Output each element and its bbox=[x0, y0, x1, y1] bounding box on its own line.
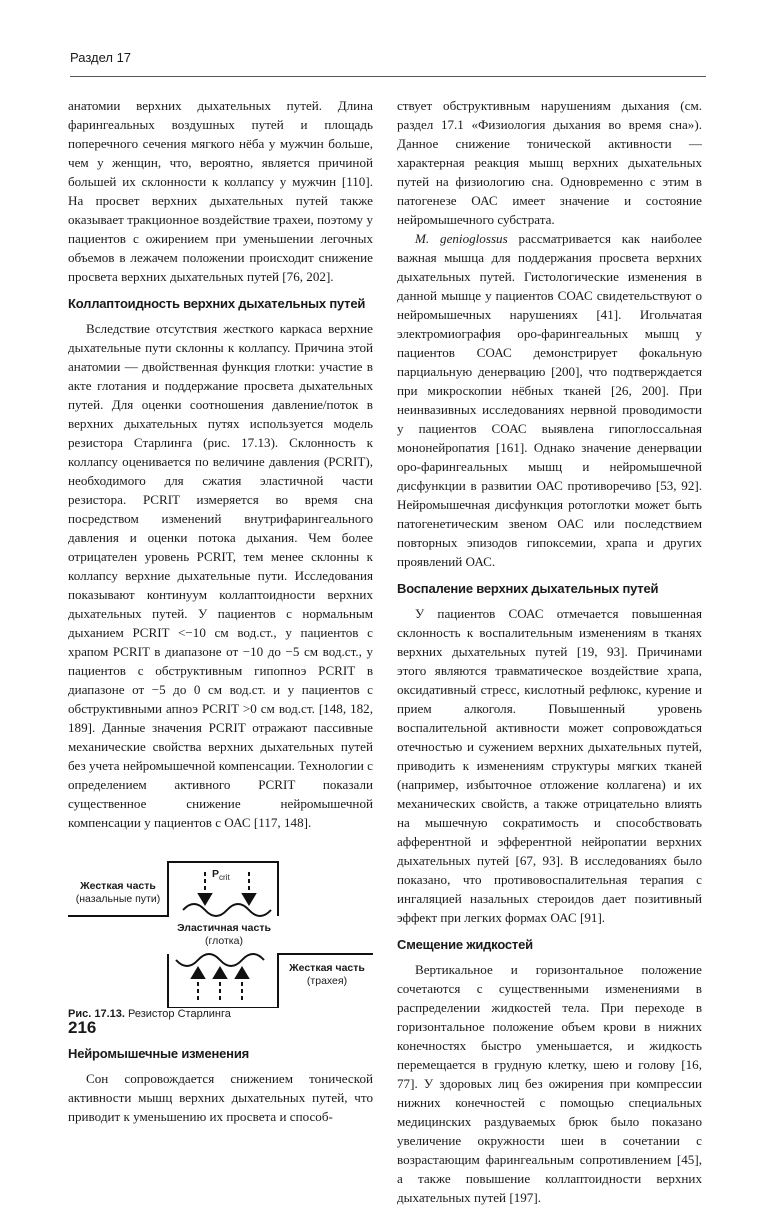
section-heading: Коллаптоидность верхних дыхательных путей bbox=[68, 296, 366, 311]
section-header: Раздел 17 bbox=[70, 50, 132, 65]
right-column bbox=[397, 96, 702, 1207]
paragraph: Вертикальное и горизонтальное положение сочетаются с существенными изменениями в распределении жидкостей тела. При переходе в горизонтальное положение объем крови в нижних конечностях быстро уменьшается, и жидкость перемещается в грудную клетку, шею и голову [16, 77]. У здоровых лиц без ожирения при компрессии нижних конечностей с помощью специальных медицинских раздуваемых брюк было показано увеличение окружности шеи в сочетании с возрастающим фарингеальным сопротивлением [45], а также повышение коллаптоидности верхних дыхательных путей [197]. bbox=[397, 962, 702, 1205]
section-heading: Воспаление верхних дыхательных путей bbox=[397, 581, 659, 596]
section-heading: Смещение жидкостей bbox=[397, 937, 533, 952]
paragraph: M. genioglossus рассматривается как наиболее важная мышца для поддержания просвета верхних дыхательных путей. Гистологические изменения в данной мышце у пациентов СОАС свидетельствуют о нейромышечных нарушениях [41]. Игольчатая электромиография оро-фарингеальных мышц у пациентов СОАС демонстрирует фокальную парциальную денервацию [200], что подтверждается при микроскопии нёбных тканей [26, 200]. При неинвазивных исследованиях нервной проводимости у пациентов СОАС выявлена гипоглоссальная мононейропатия [161]. Однако значение денервации оро-фарингеальных мышц и нейромышечной дисфункции в развитии ОАС противоречиво [53, 92]. Нейромышечная дисфункция ротоглотки может быть патогенетическим звеном ОАС или последствием повторных эпизодов гипоксемии, храпа и других проявлений ОАС. bbox=[397, 231, 702, 569]
starling-resistor-figure bbox=[68, 858, 373, 1008]
paragraph: У пациентов СОАС отмечается повышенная склонность к воспалительным изменениям в тканях верхних дыхательных путей [19, 93]. Причинами этого являются травматическое воздействие храпа, оксидативный стресс, кислотный рефлюкс, курение и прием алкоголя. Повышенный уровень воспалительной активности может сопровождаться отечностью и сужением верхних дыхательных путей, приводить к изменениям структуры мягких тканей (например, избыточное отложение коллагена) и их механических свойств, а также отрицательно влиять на мышечную сократимость и способствовать афферентной и эфферентной нейропатии верхних дыхательных путей [67, 93]. В исследованиях было показано, что противовоспалительная терапия с ингаляцией назальных стероидов дает позитивный эффект при легких формах ОАС [91]. bbox=[397, 606, 702, 925]
paragraph: ствует обструктивным нарушениям дыхания (см. раздел 17.1 «Физиология дыхания во время сна»). Данное снижение тонической активности — характерная реакция мышц верхних дыхательных путей на физиологию сна. Одновременно с этим в патогенезе ОАС имеет значение и состояние нейромышечного субстрата. bbox=[397, 98, 702, 227]
section-heading: Нейромышечные изменения bbox=[68, 1046, 250, 1061]
page-number: 216 bbox=[68, 1018, 97, 1037]
pcrit-label: $P_{сrit}$ bbox=[212, 868, 230, 883]
rigid-part-trachea-label: Жесткая часть (трахея) bbox=[289, 962, 365, 987]
paragraph: анатомии верхних дыхательных путей. Длина фарингеальных воздушных путей и площадь поперечного сечения мягкого нёба у мужчин больше, чем у женщин, что, вероятно, является причиной большей их склонности к коллапсу у мужчин [110]. На просвет верхних дыхательных путей также оказывает тракционное воздействие трахеи, поэтому у пациентов с ожирением при уменьшении легочных объемов в лежачем положении происходит снижение просвета верхних дыхательных путей [76, 202]. bbox=[68, 98, 373, 284]
header-rule bbox=[70, 76, 706, 77]
paragraph: Сон сопровождается снижением тонической активности мышц верхних дыхательных путей, что приводит к уменьшению их просвета и способ- bbox=[68, 1071, 373, 1124]
rigid-part-nasal-label: Жесткая часть (назальные пути) bbox=[75, 880, 161, 905]
paragraph: Вследствие отсутствия жесткого каркаса верхние дыхательные пути склонны к коллапсу. Причина этой анатомии — двойственная функция глотки: участие в акте глотания и поддержание просвета дыхательных путей. Для оценки соотношения давление/поток в верхних дыхательных путях используется модель резистора Старлинга (рис. 17.13). Склонность к коллапсу оценивается по величине давления (PCRIT), необходимого для сжатия эластичной части резистора. PCRIT измеряется во время сна посредством изменений внутрифарингеального давления и оценки потока дыхания. Чем более отрицателен уровень PCRIT, тем менее склонны к коллапсу верхние дыхательные пути. Исследования показывают континуум коллаптоидности верхних дыхательных путей. У пациентов с нормальным дыханием PCRIT <−10 см вод.ст., у пациентов с храпом PCRIT в диапазоне от −10 до −5 см вод.ст., у пациентов с обструктивным гипопноэ PCRIT в диапазоне от −5 до 0 см вод.ст. и у пациентов с обструктивными апноэ PCRIT >0 см вод.ст. [148, 182, 189]. Данные значения PCRIT отражают пассивные механические свойства верхних дыхательных путей без учета нейромышечной компенсации. Технологии с определением активного PCRIT показали существенное снижение нейромышечной компенсации у пациентов с ОАС [117, 148]. bbox=[68, 321, 373, 830]
left-column bbox=[68, 96, 373, 1126]
figure-caption: Рис. 17.13. Резистор Старлинга bbox=[68, 1008, 231, 1020]
elastic-part-label: Эластичная часть (глотка) bbox=[177, 922, 271, 947]
